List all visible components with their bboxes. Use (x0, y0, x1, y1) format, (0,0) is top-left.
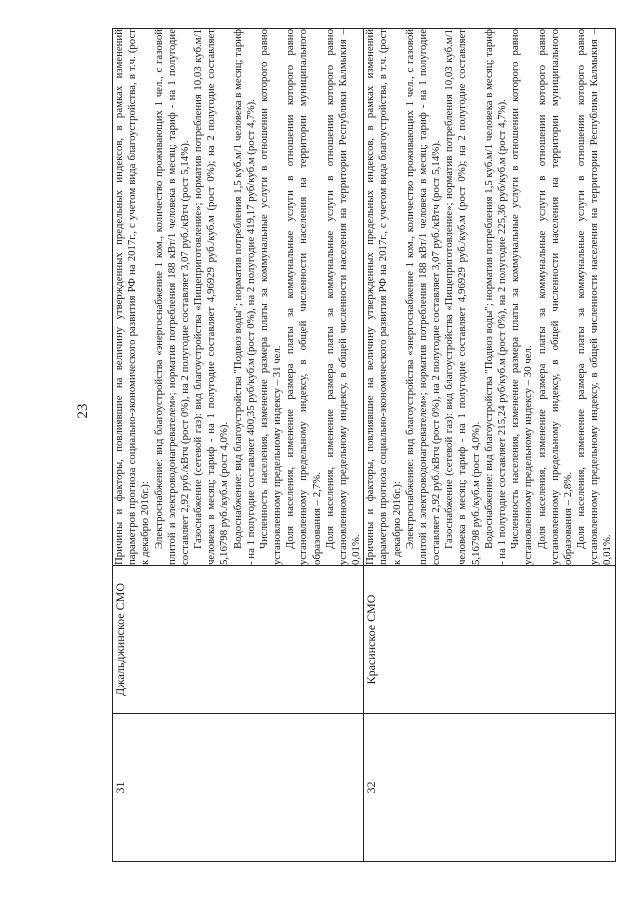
row-number: 31 (113, 714, 364, 862)
paragraph-share-republic: Доля населения, изменение размера платы за коммунальные услуги в отношении которого равно установленному предельному индексу, в общей численности населения на территории Республики Калмыкия – 0,01%. (575, 29, 614, 565)
paragraph-water: Водоснабжение: вид благоустройства "Подвоз воды"; норматив потребления 1,5 куб.м/1 человека в месяц; тариф - на 1 полугодие составляет 400,35 руб/куб.м (рост 0%), на 2 полугодие 419,17 руб/куб.м (рост 4,7%). (231, 28, 257, 565)
row-description (364, 29, 615, 566)
paragraph-electricity: Электроснабжение: вид благоустройства «энергоснабжение 1 ком., количество проживающих 1 чел., с газовой плитой и электроводонагревателем»; норматив потребления 188 кВт/1 человека в месяц; тариф - на 1 полугодие составляет 2,92 руб./кВтч (рост 0%), на 2 полугодие составляет 3,07 руб./кВтч (рост 5,14%). (403, 29, 443, 565)
municipality-name: Джальджинское СМО (113, 566, 364, 714)
table-row (113, 29, 364, 862)
indices-table (112, 28, 616, 862)
paragraph-population: Численность населения, изменение размера платы за коммунальные услуги в отношении которого равно установленному предельному индексу – 30 чел. (509, 29, 535, 565)
paragraph-electricity: Электроснабжение: вид благоустройства «энергоснабжение 1 ком., количество проживающих 1 чел., с газовой плитой и электроводонагревателем»; норматив потребления 188 кВт/1 человека в месяц; тариф - на 1 полугодие составляет 2,92 руб./кВтч (рост 0%), на 2 полугодие составляет 3,07 руб./кВтч (рост 5,14%). (152, 29, 191, 565)
table-row (364, 29, 615, 862)
paragraph-gas: Газоснабжение (сетевой газ): вид благоустройства «Пищеприготовление»; норматив потребления 10,03 куб.м/1 человека в месяц; тариф - на 1 полугодие составляет 4,96929 руб./куб.м (рост 0%); на 2 полугодие составляет 5,16798 руб./куб.м (рост 4,0%). (192, 29, 231, 565)
paragraph-intro: Причины и факторы, повлиявшие на величину утвержденных предельных индексов, в рамках изменений параметров прогноза социально-экономического развития РФ на 2017г., с учетом вида благоустройства, в т.ч. (рост к декабрю 2016г.): (113, 29, 152, 565)
municipality-name: Красинское СМО (364, 566, 615, 714)
row-description (113, 29, 364, 566)
page-number: 23 (75, 403, 91, 419)
paragraph-intro: Причины и факторы, повлиявшие на величину утвержденных предельных индексов, в рамках изменений параметров прогноза социально-экономического развития РФ на 2017г., с учетом вида благоустройства, в т.ч. (рост к декабрю 2016г.): (364, 29, 403, 565)
paragraph-share-municipality: Доля населения, изменение размера платы за коммунальные услуги в отношении которого равно установленному предельному индексу, в общей численности населения на территории муниципального образования – 2,7%. (284, 29, 323, 565)
paragraph-share-republic: Доля населения, изменение размера платы за коммунальные услуги в отношении которого равно установленному предельному индексу, в общей численности населения на территории Республики Калмыкия – 0,01%. (323, 29, 363, 565)
paragraph-water: Водоснабжение: вид благоустройства "Подвоз воды"; норматив потребления 1,5 куб.м/1 человека в месяц; тариф - на 1 полугодие составляет 215,24 руб/куб.м (рост 0%), на 2 полугодие 225,36 руб/куб.м (рост 4,7%). (482, 28, 508, 565)
rotated-table-sheet (112, 28, 614, 862)
paragraph-share-municipality: Доля населения, изменение размера платы за коммунальные услуги в отношении которого равно установленному предельному индексу, в общей численности населения на территории муниципального образования – 2,8%. (535, 29, 574, 565)
row-number: 32 (364, 714, 615, 862)
paragraph-population: Численность населения, изменение размера платы за коммунальные услуги в отношении которого равно установленному предельному индексу – 31 чел. (257, 29, 284, 565)
paragraph-gas: Газоснабжение (сетевой газ): вид благоустройства «Пищеприготовление»; норматив потребления 10,03 куб.м/1 человека в месяц; тариф - на 1 полугодие составляет 4,96929 руб./куб.м (рост 0%); на 2 полугодие составляет 5,16798 руб./куб.м (рост 4,0%). (443, 29, 482, 565)
